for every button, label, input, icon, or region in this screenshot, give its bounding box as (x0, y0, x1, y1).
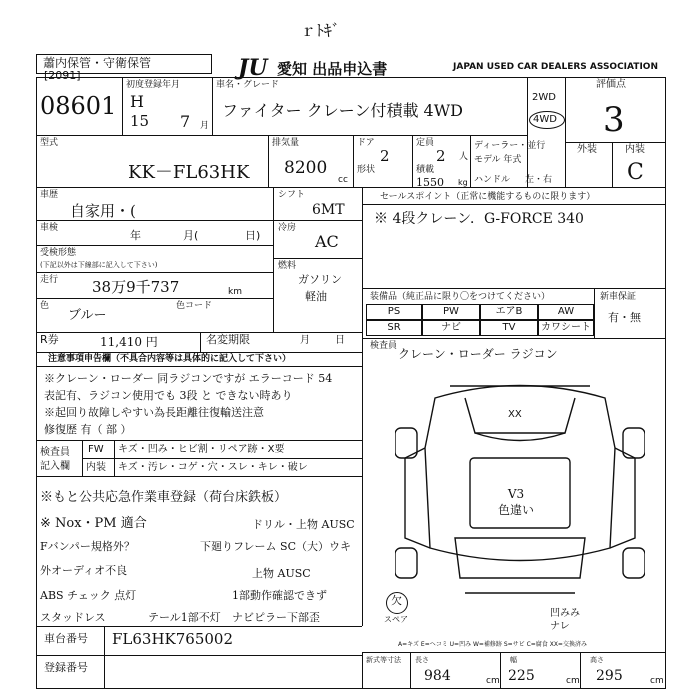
new-warranty-value: 有・無 (608, 311, 641, 324)
first-reg-month: 7 (180, 112, 191, 131)
height-unit: cm (650, 676, 664, 686)
org-subtitle: JAPAN USED CAR DEALERS ASSOCIATION (453, 62, 658, 72)
storage-tag-text: 蕭内保管・守衛保管 (43, 56, 152, 70)
inspection-day: 日) (245, 229, 261, 242)
interior-label: 内装 (625, 144, 645, 155)
inspection-label: 車検 (40, 223, 59, 233)
size-label: 新式等寸法 (366, 656, 401, 664)
cc-unit: cc (338, 175, 348, 185)
doors-label: ドア (357, 138, 375, 148)
load: 1550 (416, 176, 444, 189)
inspector-note: テール1部不灯 (148, 611, 221, 624)
length-unit: cm (486, 676, 500, 686)
top-scrawl: ｒﾄｷﾞ (300, 21, 341, 40)
inspector-label: 検査員 (370, 341, 398, 351)
sales-point-text: ※ 4段クレーン．G-FORCE 340 (374, 211, 584, 227)
displacement: 8200 (284, 158, 328, 178)
note-line: 表記有、ラジコン使用でも 3段 と できない時あり (44, 389, 293, 402)
diagram-mark-center: V3 色違い (498, 487, 535, 517)
note-line: ※クレーン・ローダー 同ラジコンですが エラーコード 54 (44, 372, 333, 385)
inspector-text: クレーン・ローダー ラジコン (398, 347, 558, 361)
diagram-wheel-rl (395, 548, 417, 578)
inspector-note: 下廻りフレーム SC（大）ウキ (200, 540, 352, 553)
month-unit: 月 (200, 121, 210, 131)
valid-month: 月 (300, 335, 310, 346)
era: H (130, 92, 144, 111)
color-label: 色 (40, 301, 50, 311)
size-width-label: 幅 (510, 656, 517, 664)
equipment-label: 装備品（純正品に限り〇をつけてください） (370, 292, 551, 302)
notes-label: 注意事項申告欄（不具合内容等は具体的に記入して下さい） (48, 354, 292, 364)
height-value: 295 (596, 668, 623, 684)
r-value: 11,410 円 (100, 335, 158, 349)
grade-label: 車名・グレード (216, 80, 280, 90)
lot-bracket: [2091] (44, 69, 81, 82)
inspector-note: ABS チェック 点灯 (40, 589, 137, 602)
drive-4wd: 4WD (533, 114, 557, 125)
diagram-mark-top: XX (508, 409, 522, 420)
width-value: 225 (508, 668, 535, 684)
usage: 自家用・( (70, 202, 136, 220)
handle-label: ハンドル (474, 175, 511, 185)
dealer-label: ディーラー・並行 (474, 141, 546, 151)
width-unit: cm (566, 676, 580, 686)
usage-label: 車歴 (40, 190, 59, 200)
equipment-cell-0-2: エアB (480, 304, 538, 320)
inspector-note: ※もと公共応急作業車登録（荷台床鉄板） (40, 490, 288, 505)
fuel-label: 燃料 (278, 261, 297, 271)
size-height-label: 高さ (590, 656, 604, 664)
chassis-label: 車台番号 (44, 632, 88, 645)
exterior-label: 外装 (577, 144, 597, 155)
inspector-note: ※ Nox・PM 適合 (40, 516, 147, 531)
fuel-options: 軽油 (305, 290, 327, 303)
length-value: 984 (424, 668, 451, 684)
equipment-cell-1-0: SR (366, 320, 422, 336)
load-label: 積載 (416, 165, 435, 175)
interior-check-label: 内装 (86, 462, 106, 473)
ac: AC (315, 232, 339, 251)
car-name: ファイター クレーン付積載 4WD (222, 101, 463, 120)
color-code-label: 色コード (176, 301, 213, 311)
reception-label: 受検形態 (40, 248, 77, 258)
displacement-label: 排気量 (272, 138, 300, 148)
registration-label: 登録番号 (44, 661, 88, 674)
sales-point-label: セールスポイント（正常に機能するものに限ります） (380, 192, 596, 202)
interior-grade: C (627, 160, 644, 185)
inspector-note: 外オーディオ不良 (40, 564, 128, 577)
interior-check-text: キズ・汚レ・コゲ・穴・スレ・キレ・破レ (118, 462, 308, 473)
score: 3 (603, 100, 625, 140)
shape-label: 形状 (357, 165, 376, 175)
first-reg-label: 初度登録年月 (126, 80, 181, 90)
equipment-cell-1-1: ナビ (422, 320, 480, 336)
diagram-wheel-rr (623, 548, 645, 578)
equipment-cell-0-0: PS (366, 304, 422, 320)
valid-day: 日 (335, 335, 345, 346)
first-reg-year: 15 (130, 112, 150, 130)
reception-hint: (下記以外は下線部に記入して下さい) (40, 261, 158, 269)
size-length-label: 長さ (415, 656, 429, 664)
capacity-unit: 人 (459, 152, 469, 162)
capacity: 2 (436, 147, 446, 165)
equipment-cell-1-3: カワシート (538, 320, 594, 336)
diagram-note-right: 凹みみ ナレ (550, 608, 580, 632)
org-title: 愛知 出品申込書 (277, 60, 388, 78)
new-warranty-label: 新車保証 (600, 292, 637, 302)
handle-value: 左・右 (525, 175, 553, 185)
valid-label: 名変期限 (206, 333, 250, 346)
note-line: 修復歴 有（ 部 ） (44, 423, 132, 436)
km-unit: km (228, 287, 242, 297)
diagram-legend: A=キズ E=ヘコミ U=凹み W=補修跡 S=サビ C=腐食 XX=交換済み (398, 641, 587, 648)
inspector-note: Fバンパー規格外？ (40, 540, 135, 553)
fw-label: FW (88, 444, 104, 455)
kg-unit: kg (458, 178, 468, 187)
ac-label: 冷房 (278, 223, 297, 233)
model-label: 型式 (40, 138, 59, 148)
shift-label: シフト (278, 190, 306, 200)
equipment-cell-0-3: AW (538, 304, 594, 320)
doors: 2 (380, 147, 390, 165)
model: KK－FL63HK (128, 162, 250, 183)
note-line: ※起回り故障しやすい為長距離往復輸送注意 (44, 406, 264, 419)
mileage-label: 走行 (40, 275, 59, 285)
r-label: R券 (40, 333, 59, 346)
drive-2wd: 2WD (532, 92, 556, 103)
entry-number: 08601 (40, 92, 117, 120)
shift: 6MT (312, 202, 345, 218)
inspector-entry-label: 検査員 記入欄 (40, 447, 70, 472)
chassis-number: FL63HK765002 (112, 630, 234, 648)
inspector-note: ドリル・上物 AUSC (252, 518, 355, 531)
inspector-note: ナビピラー下部歪 (232, 611, 320, 624)
color: ブルー (68, 308, 107, 323)
mileage: 38万9千737 (92, 278, 180, 296)
inspector-note: 1部動作確認できず (232, 589, 327, 602)
fuel-value: ガソリン (298, 273, 342, 286)
diagram-windshield (475, 433, 565, 441)
equipment-cell-1-2: TV (480, 320, 538, 336)
spare-label: スペア (384, 615, 408, 624)
inspector-note: スタッドレス (40, 611, 106, 624)
inspection-month: 月( (183, 229, 199, 242)
drive-4wd-circle (529, 111, 565, 129)
ju-logo-text: JU (238, 55, 268, 81)
score-label: 評価点 (596, 79, 626, 90)
inspection-year: 年 (130, 229, 141, 242)
model-year-label: モデル 年式 (474, 155, 522, 165)
fw-text: キズ・凹み・ヒビ割・リペア跡・X要 (118, 444, 285, 455)
capacity-label: 定員 (416, 138, 435, 148)
spare-mark: 欠 (391, 594, 402, 607)
equipment-cell-0-1: PW (422, 304, 480, 320)
inspector-note: 上物 AUSC (252, 567, 311, 580)
